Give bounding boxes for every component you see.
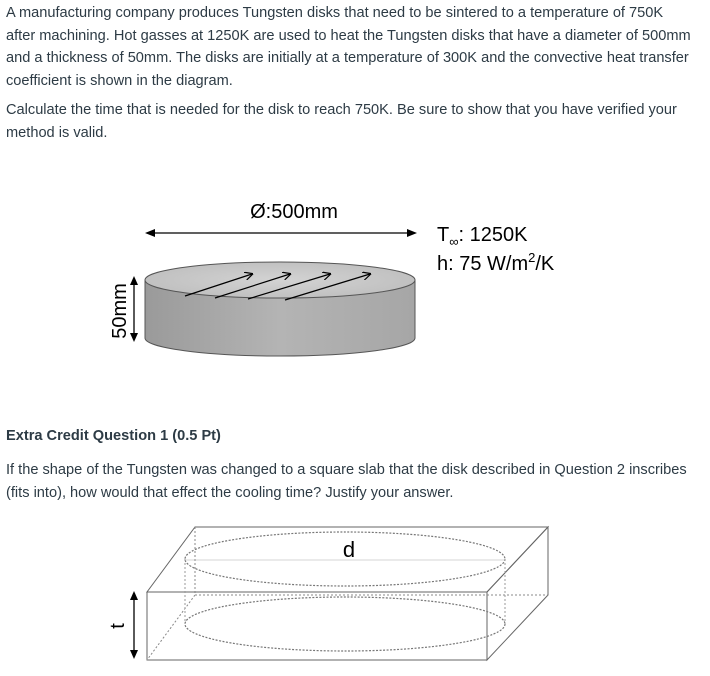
question-text: Calculate the time that is needed for the disk to reach 750K. Be sure to show that you have verified your method is valid.: [6, 102, 677, 141]
t-arrow-bottom: [130, 650, 138, 659]
diameter-arrow-left: [145, 229, 155, 237]
disk-top: [145, 262, 415, 298]
thickness-arrow-bottom: [130, 333, 138, 342]
extra-credit-title: Extra Credit Question 1 (0.5 Pt): [6, 428, 221, 444]
diameter-label: Ø:500mm: [250, 201, 338, 223]
intro-paragraph: A manufacturing company produces Tungsten disks that need to be sintered to a temperature of 750K after machining. Hot gasses at 1250K are used to heat the Tungsten disks that have a diameter of 500mm and a thickness of 50mm. The disks are initially at a temperature of 300K and the convective heat transfer coefficient is shown in the diagram.: [6, 5, 691, 89]
disk-bottom-ellipse: [185, 597, 505, 651]
extra-credit-question: If the shape of the Tungsten was changed to a square slab that the disk described in Question 2 inscribes (fits into), how would that effect the cooling time? Justify your answer.: [6, 462, 687, 501]
thickness-label: 50mm: [109, 283, 131, 339]
t-arrow-top: [130, 591, 138, 600]
t-infinity-label: $T_\infty$: 1250K: [437, 224, 528, 249]
t-label: t: [107, 623, 129, 629]
diameter-arrow-right: [407, 229, 417, 237]
disk-diagram: [0, 180, 710, 370]
slab-diagram: [0, 515, 710, 676]
thickness-arrow-top: [130, 276, 138, 285]
h-coefficient-label: h: 75 $W/m^2/K$: [437, 250, 555, 275]
d-label: d: [342, 537, 356, 562]
